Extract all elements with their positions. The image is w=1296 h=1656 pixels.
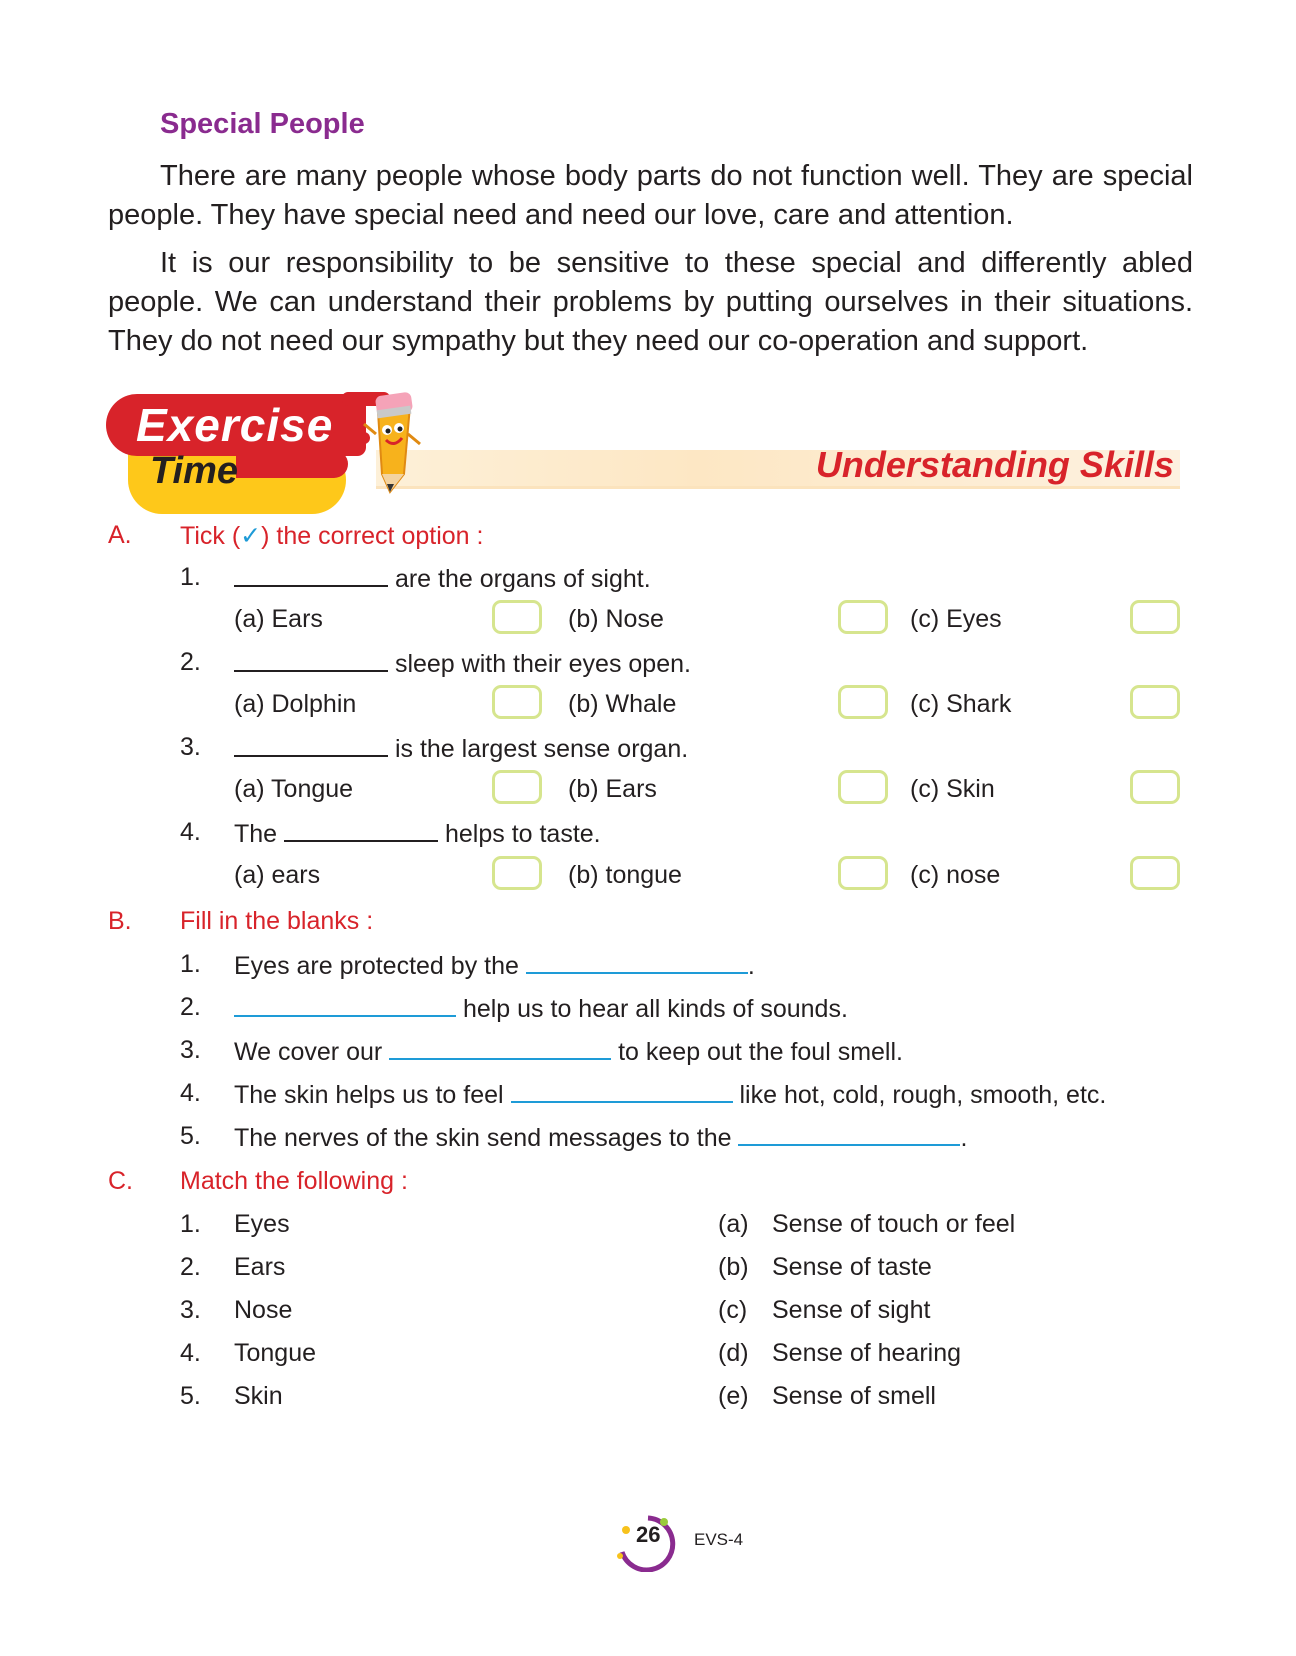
tick-box[interactable]	[492, 685, 542, 719]
match-right: Sense of taste	[772, 1253, 932, 1281]
section-a-title	[180, 521, 483, 551]
fill-item	[234, 993, 848, 1024]
item-pre: The nerves of the skin send messages to the	[234, 1124, 739, 1152]
fill-blank[interactable]	[234, 993, 456, 1017]
question-number: 3.	[180, 733, 201, 761]
item-number: 4.	[180, 1079, 201, 1107]
match-number: 5.	[180, 1382, 201, 1410]
fill-blank[interactable]	[526, 950, 748, 974]
tick-box[interactable]	[838, 770, 888, 804]
understanding-skills-label: Understanding Skills	[815, 444, 1174, 485]
tick-box[interactable]	[1130, 600, 1180, 634]
paragraph-2: It is our responsibility to be sensitive to these special and differently abled people. We can understand their problems by putting ourselves in their situations. They do not need our sympathy but they need our co-operation and support.	[108, 247, 1193, 357]
match-letter: (e)	[718, 1382, 749, 1410]
option-c: (c) Skin	[910, 775, 995, 803]
option-b: (b) Whale	[568, 690, 677, 718]
fill-blank[interactable]	[389, 1036, 611, 1060]
question-post: is the largest sense organ.	[388, 735, 689, 763]
fill-item	[234, 1122, 967, 1153]
fill-item	[234, 1036, 903, 1067]
question-pre: The	[234, 820, 285, 848]
tick-box[interactable]	[492, 770, 542, 804]
question-post: helps to taste.	[438, 820, 601, 848]
fill-blank[interactable]	[511, 1079, 733, 1103]
item-pre: The skin helps us to feel	[234, 1081, 511, 1109]
exercise-label: Exercise	[136, 399, 334, 451]
option-a: (a) Ears	[234, 605, 323, 633]
option-a: (a) ears	[234, 861, 321, 889]
item-number: 3.	[180, 1036, 201, 1064]
tick-box[interactable]	[1130, 856, 1180, 890]
match-left: Eyes	[234, 1210, 290, 1238]
item-post: like hot, cold, rough, smooth, etc.	[732, 1081, 1107, 1109]
question-number: 2.	[180, 648, 201, 676]
question-text	[234, 818, 601, 849]
match-letter: (b)	[718, 1253, 749, 1281]
answer-blank[interactable]	[234, 648, 388, 672]
tick-box[interactable]	[492, 600, 542, 634]
tick-box[interactable]	[838, 685, 888, 719]
section-c-title: Match the following :	[180, 1167, 408, 1195]
option-c: (c) Eyes	[910, 605, 1002, 633]
match-right: Sense of sight	[772, 1296, 931, 1324]
option-a: (a) Tongue	[234, 775, 354, 803]
match-letter: (a)	[718, 1210, 749, 1238]
option-a: (a) Dolphin	[234, 690, 357, 718]
match-left: Nose	[234, 1296, 293, 1324]
exercise-banner	[106, 384, 1196, 524]
tick-box[interactable]	[838, 856, 888, 890]
pencil-mascot-icon	[360, 384, 430, 494]
item-post: to keep out the foul smell.	[611, 1038, 903, 1066]
item-number: 2.	[180, 993, 201, 1021]
match-right: Sense of hearing	[772, 1339, 962, 1367]
match-number: 4.	[180, 1339, 201, 1367]
answer-blank[interactable]	[284, 818, 438, 842]
match-right: Sense of smell	[772, 1382, 936, 1410]
match-letter: (d)	[718, 1339, 749, 1367]
title-post: ) the correct option :	[261, 522, 484, 550]
fill-item	[234, 1079, 1106, 1110]
section-b-label: B.	[108, 907, 132, 935]
question-text	[234, 733, 688, 764]
question-post: are the organs of sight.	[388, 565, 651, 593]
tick-box[interactable]	[838, 600, 888, 634]
item-number: 1.	[180, 950, 201, 978]
option-b: (b) Ears	[568, 775, 657, 803]
question-text	[234, 563, 651, 594]
tick-box[interactable]	[492, 856, 542, 890]
answer-blank[interactable]	[234, 733, 388, 757]
match-left: Ears	[234, 1253, 286, 1281]
question-text	[234, 648, 691, 679]
section-b-title: Fill in the blanks :	[180, 907, 374, 935]
section-c-label: C.	[108, 1167, 133, 1195]
match-right: Sense of touch or feel	[772, 1210, 1016, 1238]
match-number: 2.	[180, 1253, 201, 1281]
time-label: Time	[150, 450, 239, 492]
question-number: 4.	[180, 818, 201, 846]
fill-blank[interactable]	[738, 1122, 960, 1146]
item-number: 5.	[180, 1122, 201, 1150]
question-post: sleep with their eyes open.	[388, 650, 691, 678]
book-code: EVS-4	[694, 1530, 744, 1549]
match-letter: (c)	[718, 1296, 748, 1324]
title-pre: Tick (	[180, 522, 241, 550]
option-b: (b) tongue	[568, 861, 682, 889]
option-b: (b) Nose	[568, 605, 664, 633]
match-left: Skin	[234, 1382, 283, 1410]
section-a-label: A.	[108, 521, 132, 549]
option-c: (c) Shark	[910, 690, 1012, 718]
item-pre: We cover our	[234, 1038, 390, 1066]
page-number: 26	[636, 1522, 661, 1547]
item-post: help us to hear all kinds of sounds.	[456, 995, 848, 1023]
fill-item	[234, 950, 755, 981]
paragraph-1: There are many people whose body parts do not function well. They are special people. They have special need and need our love, care and attention.	[108, 160, 1193, 231]
option-c: (c) nose	[910, 861, 1001, 889]
question-number: 1.	[180, 563, 201, 591]
item-post: .	[960, 1124, 968, 1152]
item-post: .	[747, 952, 755, 980]
match-number: 3.	[180, 1296, 201, 1324]
match-number: 1.	[180, 1210, 201, 1238]
tick-box[interactable]	[1130, 685, 1180, 719]
tick-box[interactable]	[1130, 770, 1180, 804]
tick-icon: ✓	[240, 522, 262, 550]
answer-blank[interactable]	[234, 563, 388, 587]
match-left: Tongue	[234, 1339, 317, 1367]
item-pre: Eyes are protected by the	[234, 952, 526, 980]
section-heading: Special People	[160, 108, 365, 140]
